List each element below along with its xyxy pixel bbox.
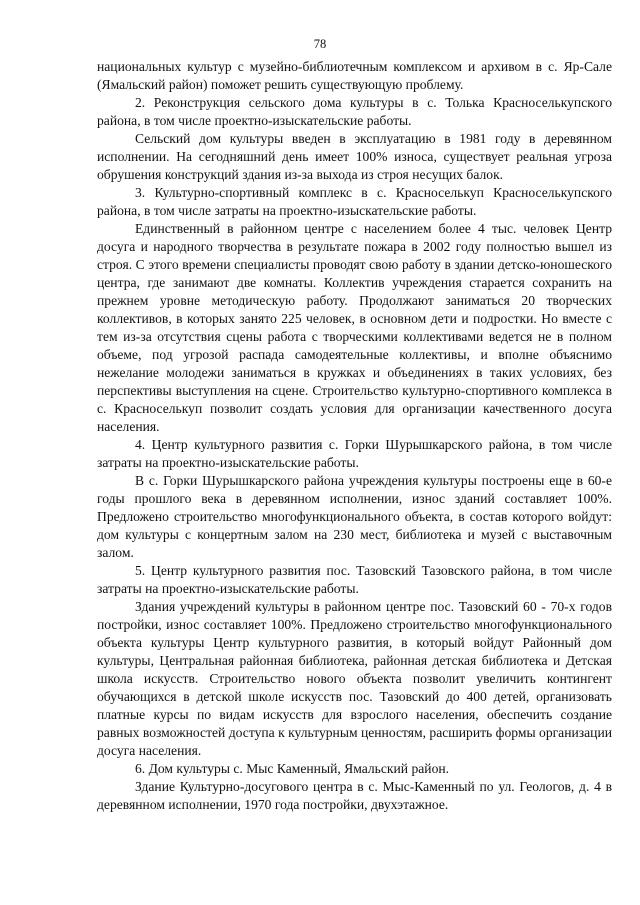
paragraph-item-2-body: Сельский дом культуры введен в эксплуатацию в 1981 году в деревянном исполнении. На сегодняшний день имеет 100% износа, существует реальная угроза обрушения конструкций здания из-за выхода из строя несущих балок. [97, 131, 612, 182]
paragraph-item-6-heading: 6. Дом культуры с. Мыс Каменный, Ямальский район. [135, 761, 450, 776]
document-body [97, 58, 612, 814]
paragraph-item-2-heading: 2. Реконструкция сельского дома культуры в с. Толька Красноселькупского района, в том числе проектно-изыскательские работы. [97, 95, 612, 128]
paragraph-item-4-heading: 4. Центр культурного развития с. Горки Шурышкарского района, в том числе затраты на проектно-изыскательские работы. [97, 437, 612, 470]
page-number: 78 [313, 37, 327, 51]
paragraph-item-5-body: Здания учреждений культуры в районном центре пос. Тазовский 60 - 70-х годов постройки, износ составляет 100%. Предложено строительство многофункционального объекта культуры Центр культурного развития, в который войдут Районный дом культуры, Центральная районная библиотека, районная детская библиотека и Детская школа искусств. Строительство нового объекта позволит увеличить контингент обучающихся в детской школе искусств пос. Тазовский до 400 детей, организовать платные курсы по видам искусств для взрослого населения, обеспечить создание равных возможностей доступа к культурным ценностям, расширить формы организации досуга населения. [97, 599, 612, 758]
paragraph-item-5-heading: 5. Центр культурного развития пос. Тазовский Тазовского района, в том числе затраты на проектно-изыскательские работы. [97, 563, 612, 596]
paragraph-item-3-heading: 3. Культурно-спортивный комплекс в с. Красноселькуп Красноселькупского района, в том числе затраты на проектно-изыскательские работы. [97, 185, 612, 218]
paragraph-item-6-body: Здание Культурно-досугового центра в с. Мыс-Каменный по ул. Геологов, д. 4 в деревянном исполнении, 1970 года постройки, двухэтажное. [97, 779, 612, 812]
paragraph-item-4-body: В с. Горки Шурышкарского района учреждения культуры построены еще в 60-е годы прошлого века в деревянном исполнении, износ зданий составляет 100%. Предложено строительство многофункционального объекта, в состав которого войдут: дом культуры с концертным залом на 230 мест, библиотека и музей с выставочным залом. [97, 473, 612, 560]
paragraph-continuation: национальных культур с музейно-библиотечным комплексом и архивом в с. Яр-Сале (Ямальский район) поможет решить существующую проблему. [97, 59, 612, 92]
paragraph-item-3-body: Единственный в районном центре с населением более 4 тыс. человек Центр досуга и народного творчества в результате пожара в 2002 году полностью вышел из строя. С этого времени специалисты проводят свою работу в здании детско-юношеского центра, где занимают две комнаты. Коллектив учреждения старается сохранить на прежнем уровне методическую работу. Продолжают заниматься 20 творческих коллективов, в которых занято 225 человек, в основном дети и подростки. Но вместе с тем из-за отсутствия сцены работа с творческими коллективами ведется не в полном объеме, под угрозой распада самодеятельные коллективы, и вполне объяснимо нежелание молодежи заниматься в кружках и объединениях в таких условиях, без перспективы выступления на сцене. Строительство культурно-спортивного комплекса в с. Красноселькуп позволит создать условия для организации качественного досуга населения. [97, 221, 612, 434]
